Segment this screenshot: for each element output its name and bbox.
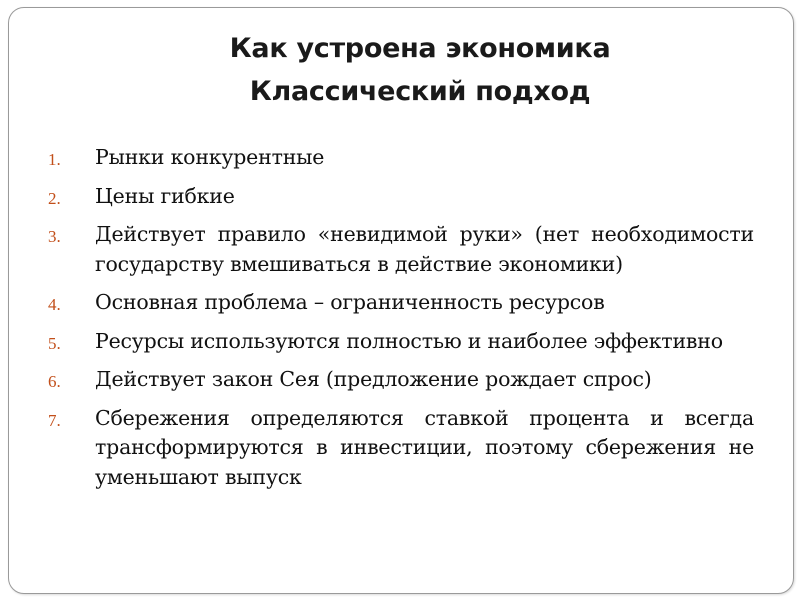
list-item-text: Основная проблема – ограниченность ресурсов — [95, 290, 605, 314]
list-item — [48, 404, 754, 493]
list-item-text: Цены гибкие — [95, 183, 235, 208]
list-item-number: 6. — [48, 372, 61, 391]
list-item-number: 7. — [48, 410, 61, 430]
list-item-text: Действует закон Сея (предложение рождает спрос) — [95, 367, 652, 391]
list-item-text: Действует правило «невидимой руки» (нет необходимости государству вмешиваться в действие экономики) — [95, 222, 754, 276]
list-item — [48, 365, 754, 395]
list-item-text: Сбережения определяются ставкой процента и всегда трансформируются в инвестиции, поэтому сбережения не уменьшают выпуск — [95, 405, 754, 489]
list-item-text: Ресурсы используются полностью и наиболее эффективно — [95, 328, 723, 353]
list-item — [48, 220, 754, 279]
title-line-2: Классический подход — [249, 76, 591, 107]
list-item — [48, 182, 754, 212]
list-item-number: 2. — [48, 188, 61, 208]
list-item — [48, 143, 754, 173]
list-item-number: 4. — [48, 295, 61, 314]
numbered-list — [48, 143, 754, 501]
list-item — [48, 327, 754, 357]
list-item-number: 3. — [48, 227, 61, 246]
list-item — [48, 288, 754, 318]
list-item-text: Рынки конкурентные — [95, 145, 325, 169]
list-item-number: 5. — [48, 333, 61, 353]
slide-title — [20, 27, 800, 113]
title-line-1: Как устроена экономика — [229, 33, 611, 64]
list-item-number: 1. — [48, 150, 61, 169]
